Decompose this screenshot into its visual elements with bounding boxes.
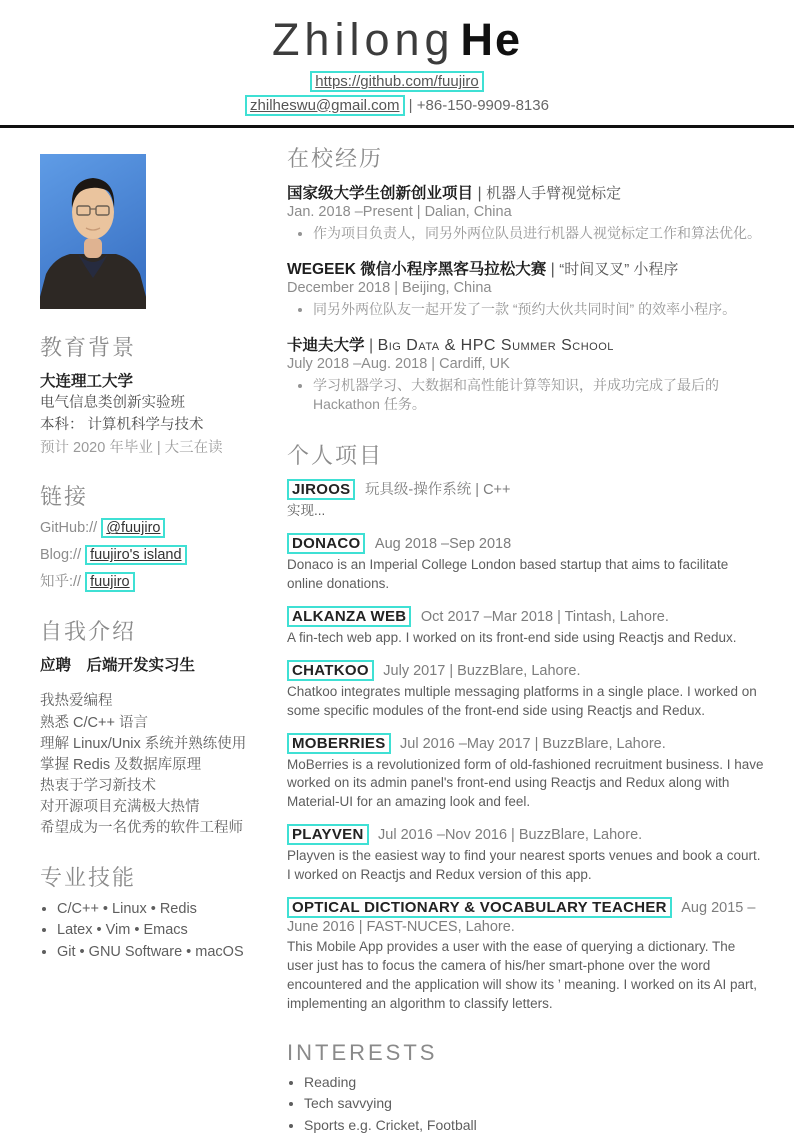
blog-link[interactable]: fuujiro's island <box>85 545 186 565</box>
project-item <box>287 733 764 813</box>
project-meta: Jul 2016 –May 2017 | BuzzBlare, Lahore. <box>400 735 666 752</box>
link-row-blog <box>40 545 275 566</box>
experience-date: December 2018 | Beijing, China <box>287 279 492 296</box>
interest-item: • Tech savvying <box>304 1093 764 1115</box>
first-name: Zhilong <box>271 14 455 65</box>
experience-subtitle: “时间叉叉” 小程序 <box>559 260 679 278</box>
project-meta: Jul 2016 –Nov 2016 | BuzzBlare, Lahore. <box>378 827 643 844</box>
contact-separator: | <box>408 96 413 114</box>
project-link-donaco[interactable]: DONACO <box>287 533 365 554</box>
intro-line: 热衷于学习新技术 <box>40 777 156 794</box>
project-link-optical-dictionary[interactable]: OPTICAL DICTIONARY & VOCABULARY TEACHER <box>287 897 672 918</box>
experience-item <box>287 257 764 320</box>
project-description: Donaco is an Imperial College London based startup that aims to facilitate online donations. <box>287 557 729 592</box>
experience-name: 国家级大学生创新创业项目 <box>287 184 474 202</box>
experience-title <box>287 257 764 279</box>
link-prefix-github: GitHub:// <box>40 520 102 537</box>
experience-name: WEGEEK 微信小程序黑客马拉松大赛 <box>287 260 547 278</box>
project-description: MoBerries is a revolutionized form of old-fashioned recruitment business. I have worked on its admin panel's front-end using Reactjs and Redux along with Material-UI for an amazing look and feel. <box>287 756 764 810</box>
project-meta: July 2017 | BuzzBlare, Lahore. <box>383 662 581 679</box>
skills-line: • Latex • Vim • Emacs <box>57 920 275 942</box>
link-row-github <box>40 518 275 539</box>
project-item <box>287 660 764 721</box>
links-block <box>40 518 275 593</box>
project-item <box>287 606 764 648</box>
project-link-chatkoo[interactable]: CHATKOO <box>287 660 374 681</box>
experience-name: 卡迪夫大学 <box>287 336 365 354</box>
email-phone-line <box>0 94 794 117</box>
link-prefix-zhihu: 知乎:// <box>40 574 86 591</box>
intro-objective: 应聘 后端开发实习生 <box>40 657 196 675</box>
experience-title <box>287 333 764 355</box>
education-program: 电气信息类创新实验班 <box>40 394 185 411</box>
project-description: 实现... <box>287 503 326 519</box>
intro-line: 理解 Linux/Unix 系统并熟练使用 <box>40 735 247 752</box>
experience-title <box>287 181 764 203</box>
sidebar <box>40 128 275 964</box>
project-link-jiroos[interactable]: JIROOS <box>287 479 355 500</box>
section-title-interests: INTERESTS <box>287 1039 438 1065</box>
header <box>0 0 794 117</box>
title-separator: | <box>477 184 482 202</box>
profile-photo <box>40 154 146 309</box>
link-row-zhihu <box>40 572 275 593</box>
section-title-skills: 专业技能 <box>40 864 137 890</box>
education-block <box>40 369 275 459</box>
project-item <box>287 478 764 521</box>
title-separator: | <box>368 336 374 354</box>
intro-line: 我热爱编程 <box>40 693 113 710</box>
experience-bullet: • 作为项目负责人，同另外两位队员进行机器人视觉标定工作和算法优化。 <box>313 224 764 244</box>
skills-line: • Git • GNU Software • macOS <box>57 942 275 964</box>
experience-bullets <box>313 224 764 244</box>
intro-line: 掌握 Redis 及数据库原理 <box>40 756 202 773</box>
education-degree: 本科： 计算机科学与技术 <box>40 417 204 434</box>
skills-list <box>57 899 275 964</box>
project-link-alkanza-web[interactable]: ALKANZA WEB <box>287 606 411 627</box>
email-link[interactable]: zhilheswu@gmail.com <box>245 95 404 116</box>
intro-line: 希望成为一名优秀的软件工程师 <box>40 819 243 836</box>
project-item <box>287 897 764 1014</box>
last-name: He <box>460 14 523 65</box>
education-graduation: 预计 2020 年毕业 | 大三在读 <box>40 439 223 456</box>
project-meta: Aug 2015 –June 2016 | FAST-NUCES, Lahore. <box>287 900 756 936</box>
skills-line: • C/C++ • Linux • Redis <box>57 899 275 921</box>
phone-number: +86-150-9909-8136 <box>416 96 549 114</box>
interest-item: • Sports e.g. Cricket, Football <box>304 1115 764 1137</box>
experience-date: Jan. 2018 –Present | Dalian, China <box>287 203 512 220</box>
project-meta: Oct 2017 –Mar 2018 | Tintash, Lahore. <box>420 608 669 625</box>
experience-bullet: • 学习机器学习、大数据和高性能计算等知识，并成功完成了最后的 Hackathon 任务。 <box>313 376 764 416</box>
intro-line: 对开源项目充满极大热情 <box>40 798 200 815</box>
github-profile-link[interactable]: @fuujiro <box>101 518 165 538</box>
experience-subtitle: 机器人手臂视觉标定 <box>486 184 622 202</box>
github-link[interactable]: https://github.com/fuujiro <box>310 71 483 92</box>
experience-date: July 2018 –Aug. 2018 | Cardiff, UK <box>287 355 510 372</box>
intro-lines <box>40 691 275 838</box>
education-school: 大连理工大学 <box>40 372 134 390</box>
section-title-education: 教育背景 <box>40 334 137 360</box>
experience-bullets <box>313 300 764 320</box>
project-meta: 玩具级-操作系统 | C++ <box>364 482 511 499</box>
project-description: A fin-tech web app. I worked on its front-end side using Reactjs and Redux. <box>287 629 737 645</box>
interest-item: • Reading <box>304 1072 764 1094</box>
experience-item <box>287 181 764 244</box>
project-link-playven[interactable]: PLAYVEN <box>287 824 369 845</box>
project-link-moberries[interactable]: MOBERRIES <box>287 733 391 754</box>
contact-block <box>0 70 794 117</box>
experience-subtitle: Big Data & HPC Summer School <box>377 336 614 354</box>
project-item <box>287 824 764 885</box>
section-title-experience: 在校经历 <box>287 145 384 171</box>
project-description: Chatkoo integrates multiple messaging platforms in a single place. I worked on some specific modules of the front-end side using Reactjs and Redux. <box>287 683 757 718</box>
experience-item <box>287 333 764 416</box>
link-prefix-blog: Blog:// <box>40 547 86 564</box>
section-title-links: 链接 <box>40 484 89 510</box>
interests-list <box>304 1072 764 1137</box>
project-description: Playven is the easiest way to find your nearest sports venues and book a court. I worked on Reactjs and Redux version of this app. <box>287 848 761 883</box>
content-columns <box>0 128 794 1137</box>
experience-bullets <box>313 376 764 416</box>
title-separator: | <box>550 260 555 278</box>
experience-bullet: • 同另外两位队友一起开发了一款 “预约大伙共同时间” 的效率小程序。 <box>313 300 764 320</box>
github-line <box>0 70 794 93</box>
section-title-projects: 个人项目 <box>287 443 384 469</box>
project-meta: Aug 2018 –Sep 2018 <box>374 536 512 553</box>
section-title-intro: 自我介绍 <box>40 619 137 645</box>
project-item <box>287 533 764 594</box>
main-content <box>275 128 764 1137</box>
zhihu-link[interactable]: fuujiro <box>85 572 135 592</box>
project-description: This Mobile App provides a user with the ease of querying a dictionary. The user just has to focus the camera of his/her smart-phone over the word encountered and the application will show its ’ meaning. I worked on its AI part, implementing an algorithm to classify letters. <box>287 939 758 1011</box>
intro-line: 熟悉 C/C++ 语言 <box>40 714 148 731</box>
page-title <box>0 16 794 63</box>
